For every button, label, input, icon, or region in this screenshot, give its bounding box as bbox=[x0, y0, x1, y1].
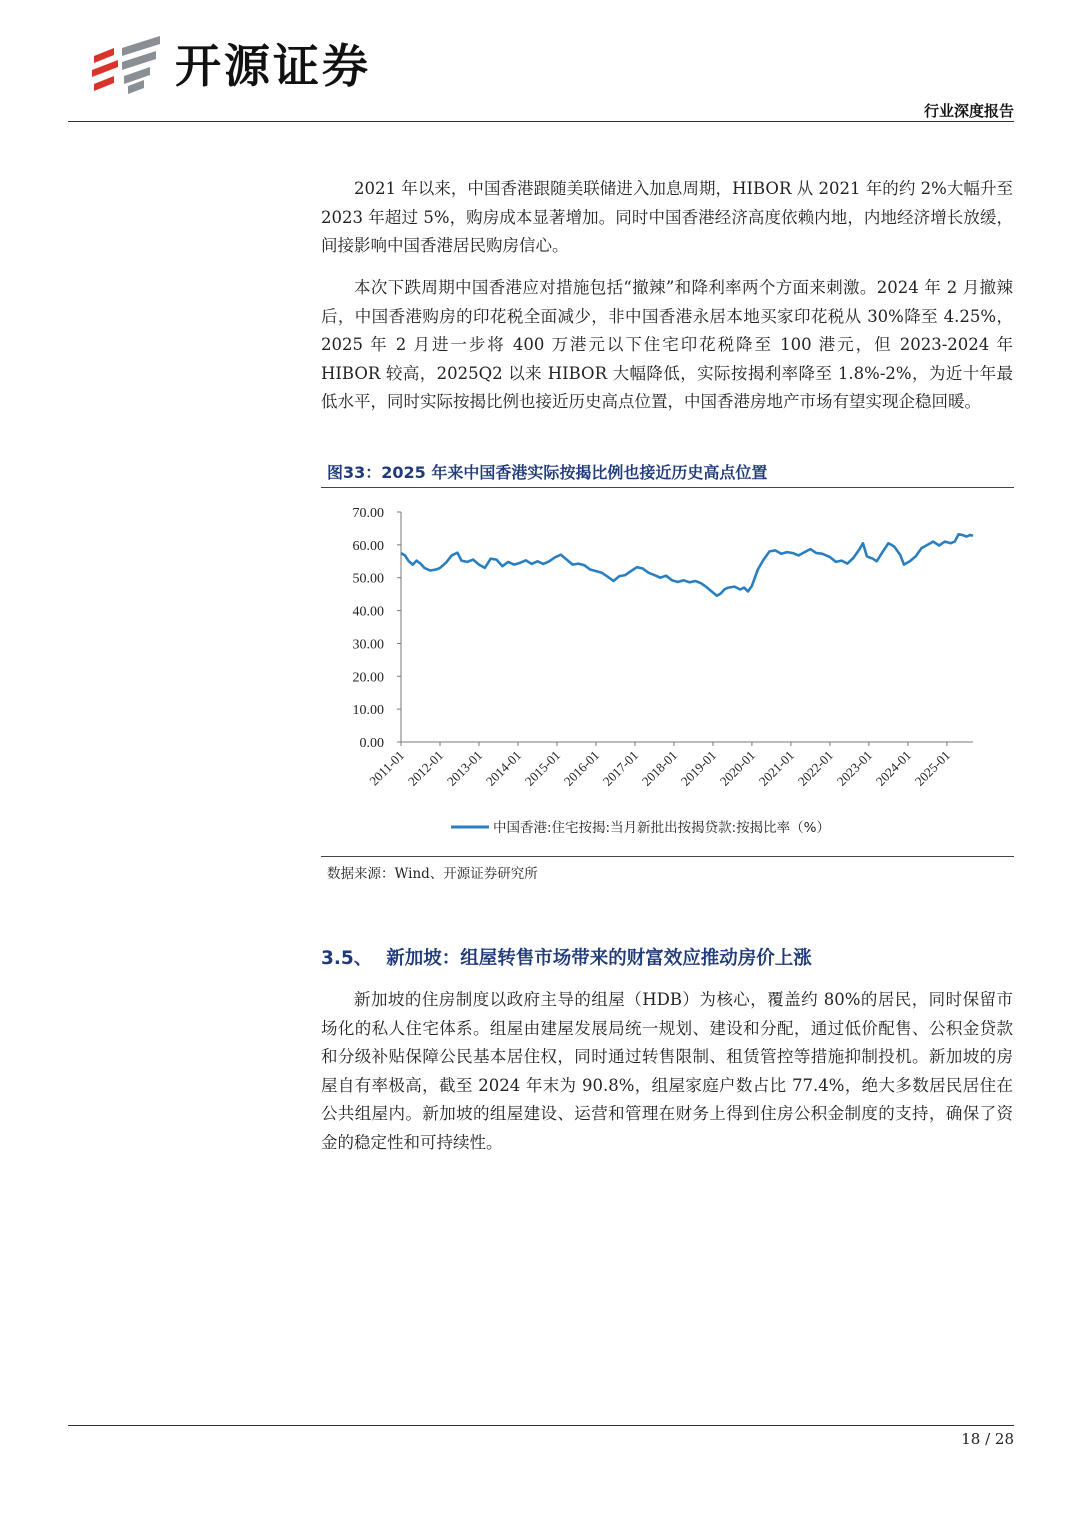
x-tick-label: 2013-01 bbox=[443, 747, 486, 789]
x-tick-label: 2023-01 bbox=[833, 747, 876, 789]
paragraph-measures: 本次下跌周期中国香港应对措施包括“撤辣”和降利率两个方面来刺激。2024 年 2 月撤辣后，中国香港购房的印花税全面减少，非中国香港永居本地买家印花税从 30%降至 4.25%，2025 年 2 月进一步将 400 万港元以下住宅印花税降至 100 港元，但 2023-2024 年 HIBOR 较高，2025Q2 以来 HIBOR 大幅降低，实际按揭利率降至 1.8%-2%，为近十年最低水平，同时实际按揭比例也接近历史高点位置，中国香港房地产市场有望实现企稳回暖。 bbox=[321, 278, 1013, 411]
series-line bbox=[401, 534, 973, 596]
data-source: 数据来源：Wind、开源证券研究所 bbox=[327, 866, 538, 882]
figure-top-rule bbox=[321, 487, 1014, 488]
section-title: 新加坡：组屋转售市场带来的财富效应推动房价上涨 bbox=[386, 948, 812, 969]
section-number: 3.5、 bbox=[321, 948, 373, 969]
y-tick-label: 20.00 bbox=[352, 670, 384, 686]
x-tick-label: 2022-01 bbox=[794, 747, 837, 789]
x-tick-label: 2014-01 bbox=[482, 747, 525, 789]
figure-bottom-rule bbox=[321, 856, 1014, 857]
legend-label: 中国香港:住宅按揭:当月新批出按揭贷款:按揭比率（%） bbox=[493, 820, 830, 836]
header-divider bbox=[68, 121, 1014, 122]
y-tick-label: 0.00 bbox=[359, 736, 384, 751]
y-tick-label: 30.00 bbox=[352, 637, 384, 653]
y-tick-label: 40.00 bbox=[352, 604, 384, 620]
x-tick-label: 2017-01 bbox=[599, 747, 642, 789]
x-tick-label: 2015-01 bbox=[521, 747, 564, 789]
x-tick-label: 2012-01 bbox=[404, 747, 447, 789]
x-tick-label: 2011-01 bbox=[366, 747, 408, 789]
x-tick-label: 2025-01 bbox=[911, 747, 953, 789]
y-tick-label: 60.00 bbox=[352, 538, 384, 554]
y-tick-label: 50.00 bbox=[352, 571, 384, 587]
x-tick-label: 2021-01 bbox=[755, 747, 798, 789]
x-tick-label: 2020-01 bbox=[716, 747, 759, 789]
figure-title: 图33：2025 年来中国香港实际按揭比例也接近历史高点位置 bbox=[327, 463, 768, 482]
section-heading bbox=[321, 944, 812, 970]
footer-divider bbox=[68, 1425, 1014, 1426]
mortgage-ratio-chart bbox=[321, 490, 1014, 852]
x-tick-label: 2019-01 bbox=[677, 747, 720, 789]
paragraph-hibor: 2021 年以来，中国香港跟随美联储进入加息周期，HIBOR 从 2021 年的约 2%大幅升至 2023 年超过 5%，购房成本显著增加。同时中国香港经济高度依赖内地，内地经济增长放缓，间接影响中国香港居民购房信心。 bbox=[321, 179, 1013, 255]
page-number: 18 / 28 bbox=[961, 1430, 1014, 1448]
y-tick-label: 70.00 bbox=[352, 506, 384, 521]
paragraph-singapore: 新加坡的住房制度以政府主导的组屋（HDB）为核心，覆盖约 80%的居民，同时保留市场化的私人住宅体系。组屋由建屋发展局统一规划、建设和分配，通过低价配售、公积金贷款和分级补贴保障公民基本居住权，同时通过转售限制、租赁管控等措施抑制投机。新加坡的房屋自有率极高，截至 2024 年末为 90.8%，组屋家庭户数占比 77.4%，绝大多数居民居住在公共组屋内。新加坡的组屋建设、运营和管理在财务上得到住房公积金制度的支持，确保了资金的稳定性和可持续性。 bbox=[321, 990, 1013, 1152]
brand-logo-mark bbox=[92, 36, 160, 94]
brand-name: 开源证券 bbox=[175, 39, 371, 93]
x-tick-label: 2018-01 bbox=[638, 747, 681, 789]
x-tick-label: 2016-01 bbox=[560, 747, 603, 789]
y-tick-label: 10.00 bbox=[352, 703, 384, 719]
x-tick-label: 2024-01 bbox=[872, 747, 915, 789]
report-type: 行业深度报告 bbox=[923, 102, 1014, 120]
